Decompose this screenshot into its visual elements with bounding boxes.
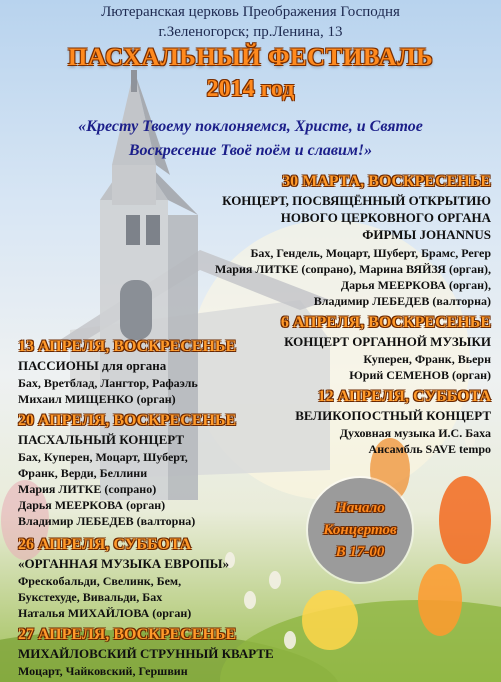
event-title-apr13: ПАССИОНЫ для органа: [18, 358, 167, 373]
event-detail: Бах, Куперен, Моцарт, Шуберт,: [18, 450, 188, 464]
event-detail: Куперен, Франк, Вьерн: [363, 352, 491, 366]
event-detail: Владимир ЛЕБЕДЕВ (валторна): [18, 514, 196, 528]
event-detail: Ансамбль SAVE tempo: [368, 442, 491, 456]
badge-line-3: В 17-00: [335, 544, 385, 560]
event-title-apr12: ВЕЛИКОПОСТНЫЙ КОНЦЕРТ: [295, 408, 491, 423]
event-detail: Наталья МИХАЙЛОВА (орган): [18, 606, 192, 620]
festival-year: 2014 год: [206, 76, 295, 102]
badge-line-2: Концертов: [323, 522, 397, 538]
event-date-apr13: 13 АПРЕЛЯ, ВОСКРЕСЕНЬЕ: [18, 338, 237, 355]
festival-title: ПАСХАЛЬНЫЙ ФЕСТИВАЛЬ: [67, 44, 434, 71]
quote-line-2: Воскресение Твоё поём и славим!»: [128, 142, 373, 159]
event-detail: Букстехуде, Вивальди, Бах: [18, 590, 163, 604]
event-detail: Юрий СЕМЕНОВ (орган): [349, 368, 491, 382]
event-detail: Духовная музыка И.С. Баха: [339, 426, 491, 440]
event-detail: Владимир ЛЕБЕДЕВ (валторна): [313, 294, 491, 308]
church-name: Лютеранская церковь Преображения Господня: [101, 4, 400, 20]
concert-start-badge: [308, 478, 412, 582]
church-address: г.Зеленогорск; пр.Ленина, 13: [158, 24, 343, 40]
event-date-apr6: 6 АПРЕЛЯ, ВОСКРЕСЕНЬЕ: [280, 314, 491, 331]
event-detail: Дарья МЕЕРКОВА (орган),: [340, 278, 491, 292]
event-title-apr20: ПАСХАЛЬНЫЙ КОНЦЕРТ: [18, 432, 185, 447]
event-title-mar30-line3: ФИРМЫ JOHANNUS: [362, 227, 491, 242]
event-detail: Мария ЛИТКЕ (сопрано): [18, 482, 157, 496]
event-date-apr20: 20 АПРЕЛЯ, ВОСКРЕСЕНЬЕ: [18, 412, 237, 429]
event-date-apr27: 27 АПРЕЛЯ, ВОСКРЕСЕНЬЕ: [18, 626, 237, 643]
quote-line-1: «Кресту Твоему поклоняемся, Христе, и Святое: [78, 118, 423, 135]
event-detail: Франк, Верди, Беллини: [18, 466, 148, 480]
event-title-apr6: КОНЦЕРТ ОРГАННОЙ МУЗЫКИ: [284, 334, 491, 349]
event-date-mar30: 30 МАРТА, ВОСКРЕСЕНЬЕ: [282, 173, 491, 190]
event-detail: Бах, Вретблад, Лангтор, Рафаэль: [18, 376, 198, 390]
event-title-apr26: «ОРГАННАЯ МУЗЫКА ЕВРОПЫ»: [18, 556, 230, 571]
event-title-apr27: МИХАЙЛОВСКИЙ СТРУННЫЙ КВАРТЕ: [18, 646, 274, 661]
event-date-apr12: 12 АПРЕЛЯ, СУББОТА: [317, 388, 491, 405]
badge-line-1: Начало: [335, 500, 385, 516]
event-detail: Фрескобальди, Свелинк, Бем,: [18, 574, 182, 588]
event-title-mar30-line1: КОНЦЕРТ, ПОСВЯЩЁННЫЙ ОТКРЫТИЮ: [222, 193, 491, 208]
event-detail: Бах, Гендель, Моцарт, Шуберт, Брамс, Регер: [250, 246, 491, 260]
event-detail: Михаил МИЩЕНКО (орган): [18, 392, 176, 406]
event-date-apr26: 26 АПРЕЛЯ, СУББОТА: [18, 536, 192, 553]
event-detail: Дарья МЕЕРКОВА (орган): [18, 498, 166, 512]
event-detail: Моцарт, Чайковский, Гершвин: [18, 664, 188, 678]
event-title-mar30-line2: НОВОГО ЦЕРКОВНОГО ОРГАНА: [280, 210, 491, 225]
event-detail: Мария ЛИТКЕ (сопрано), Марина ВЯЙЗЯ (орган),: [214, 262, 491, 276]
